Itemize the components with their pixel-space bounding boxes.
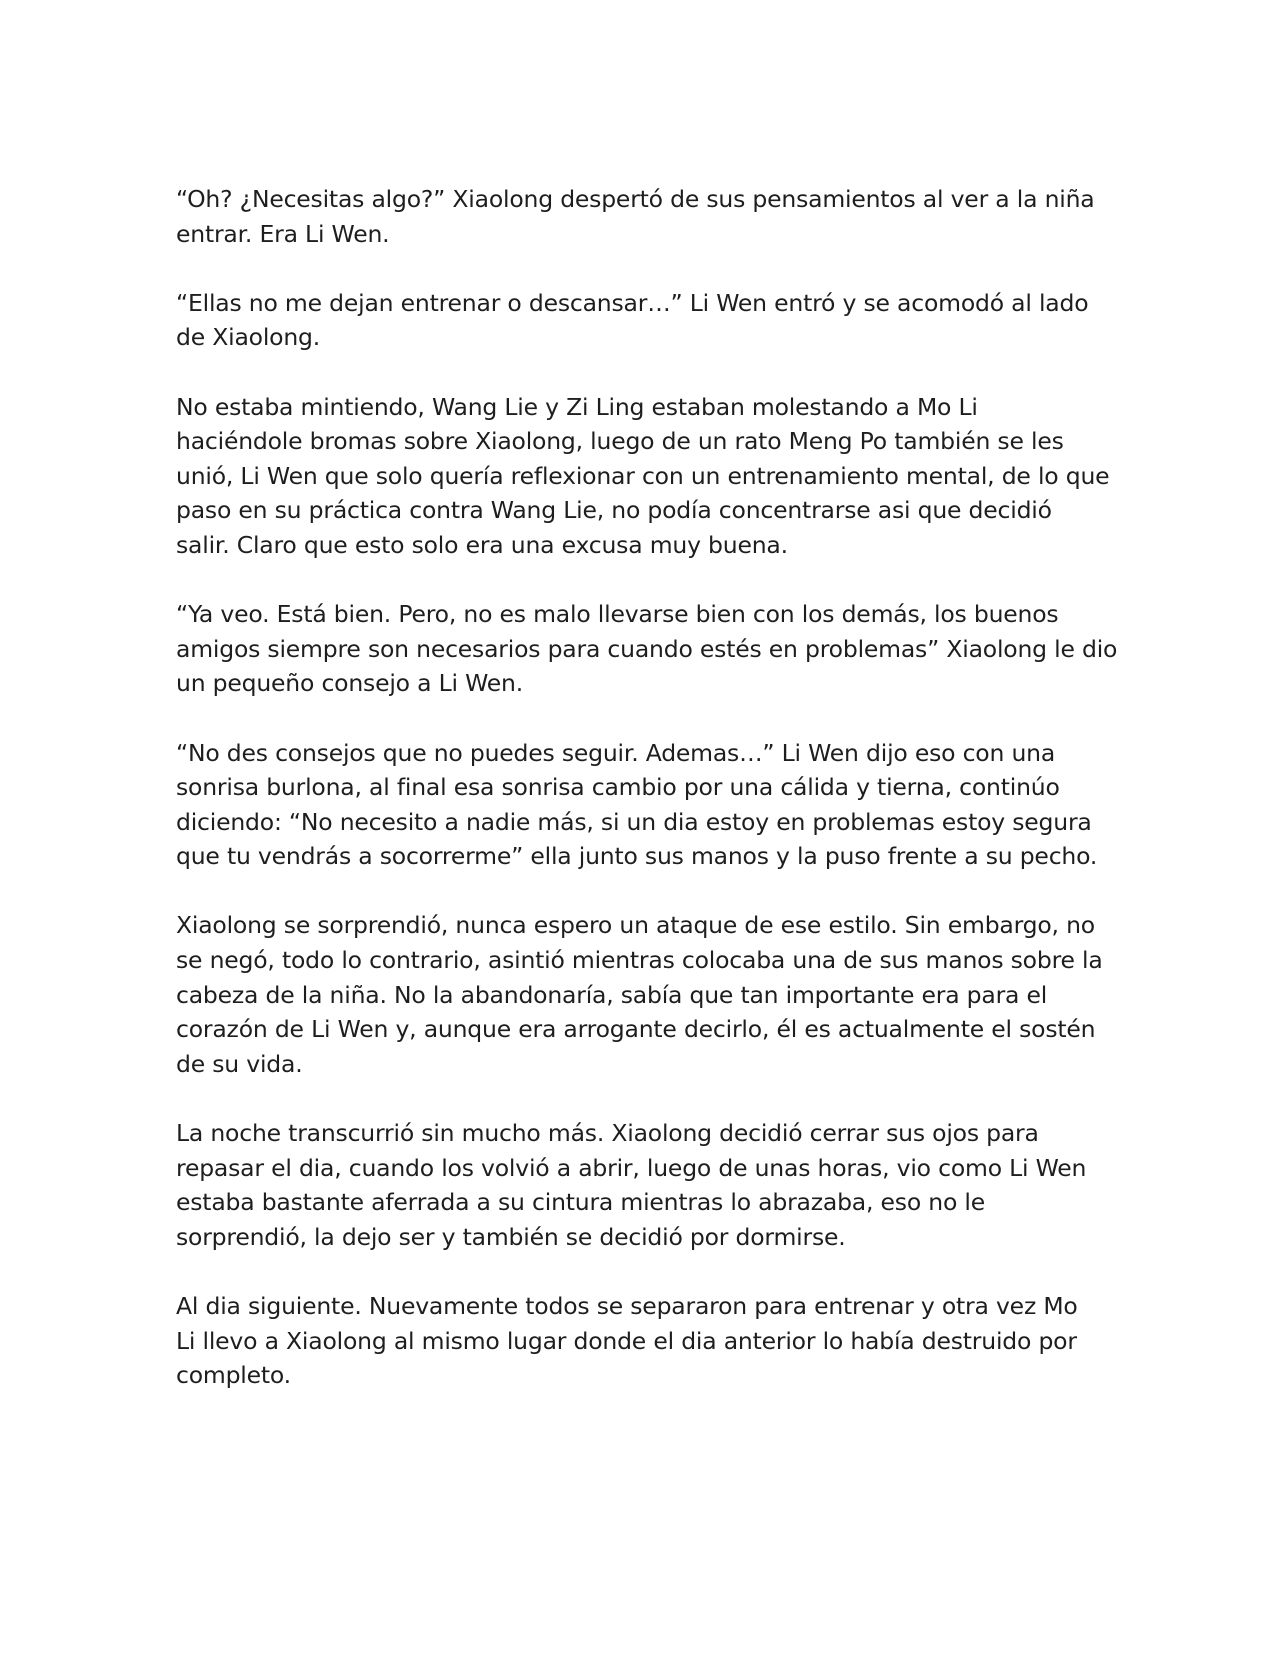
text-line: de Xiaolong. [176, 323, 321, 352]
text-line: corazón de Li Wen y, aunque era arrogante decirlo, él es actualmente el sostén [176, 1015, 1096, 1044]
paragraph-6 [176, 908, 1104, 1081]
text-line: repasar el dia, cuando los volvió a abrir, luego de unas horas, vio como Li Wen [176, 1153, 1087, 1182]
text-line: completo. [176, 1361, 291, 1390]
text-line: salir. Claro que esto solo era una excusa muy buena. [176, 530, 788, 559]
text-line: paso en su práctica contra Wang Lie, no podía concentrarse asi que decidió [176, 496, 1052, 525]
text-line: unió, Li Wen que solo quería reflexionar con un entrenamiento mental, de lo que [176, 461, 1110, 490]
text-line: se negó, todo lo contrario, asintió mientras colocaba una de sus manos sobre la [176, 946, 1103, 975]
text-line: Xiaolong se sorprendió, nunca espero un ataque de ese estilo. Sin embargo, no [176, 911, 1095, 940]
paragraph-8 [176, 1289, 1104, 1393]
text-line: “Oh? ¿Necesitas algo?” Xiaolong despertó de sus pensamientos al ver a la niña [176, 185, 1095, 213]
text-line: estaba bastante aferrada a su cintura mientras lo abrazaba, eso no le [176, 1188, 985, 1217]
text-line: sorprendió, la dejo ser y también se decidió por dormirse. [176, 1222, 846, 1251]
paragraph-1 [176, 182, 1104, 251]
text-line: sonrisa burlona, al final esa sonrisa cambio por una cálida y tierna, continúo [176, 773, 1060, 802]
paragraph-2 [176, 286, 1104, 355]
text-line: amigos siempre son necesarios para cuando estés en problemas” Xiaolong le dio [176, 634, 1118, 663]
body-text [176, 182, 1118, 1427]
paragraph-3 [176, 390, 1110, 563]
paragraph-7 [176, 1116, 1104, 1254]
text-line: Al dia siguiente. Nuevamente todos se separaron para entrenar y otra vez Mo [176, 1292, 1078, 1320]
text-line: diciendo: “No necesito a nadie más, si un dia estoy en problemas estoy segura [176, 807, 1092, 836]
text-line: un pequeño consejo a Li Wen. [176, 669, 523, 698]
text-line: No estaba mintiendo, Wang Lie y Zi Ling estaban molestando a Mo Li [176, 392, 978, 421]
text-line: “Ellas no me dejan entrenar o descansar…” Li Wen entró y se acomodó al lado [176, 288, 1089, 317]
text-line: cabeza de la niña. No la abandonaría, sabía que tan importante era para el [176, 980, 1048, 1009]
text-line: Li llevo a Xiaolong al mismo lugar donde el dia anterior lo había destruido por [176, 1326, 1077, 1355]
text-line: “Ya veo. Está bien. Pero, no es malo llevarse bien con los demás, los buenos [176, 600, 1059, 629]
text-line: que tu vendrás a socorrerme” ella junto sus manos y la puso frente a su pecho. [176, 842, 1098, 871]
text-line: haciéndole bromas sobre Xiaolong, luego de un rato Meng Po también se les [176, 427, 1064, 456]
text-line: entrar. Era Li Wen. [176, 219, 390, 248]
text-line: de su vida. [176, 1049, 303, 1078]
paragraph-5 [176, 736, 1104, 874]
paragraph-4 [176, 597, 1118, 701]
text-line: “No des consejos que no puedes seguir. Ademas…” Li Wen dijo eso con una [176, 738, 1056, 767]
text-line: La noche transcurrió sin mucho más. Xiaolong decidió cerrar sus ojos para [176, 1119, 1039, 1148]
